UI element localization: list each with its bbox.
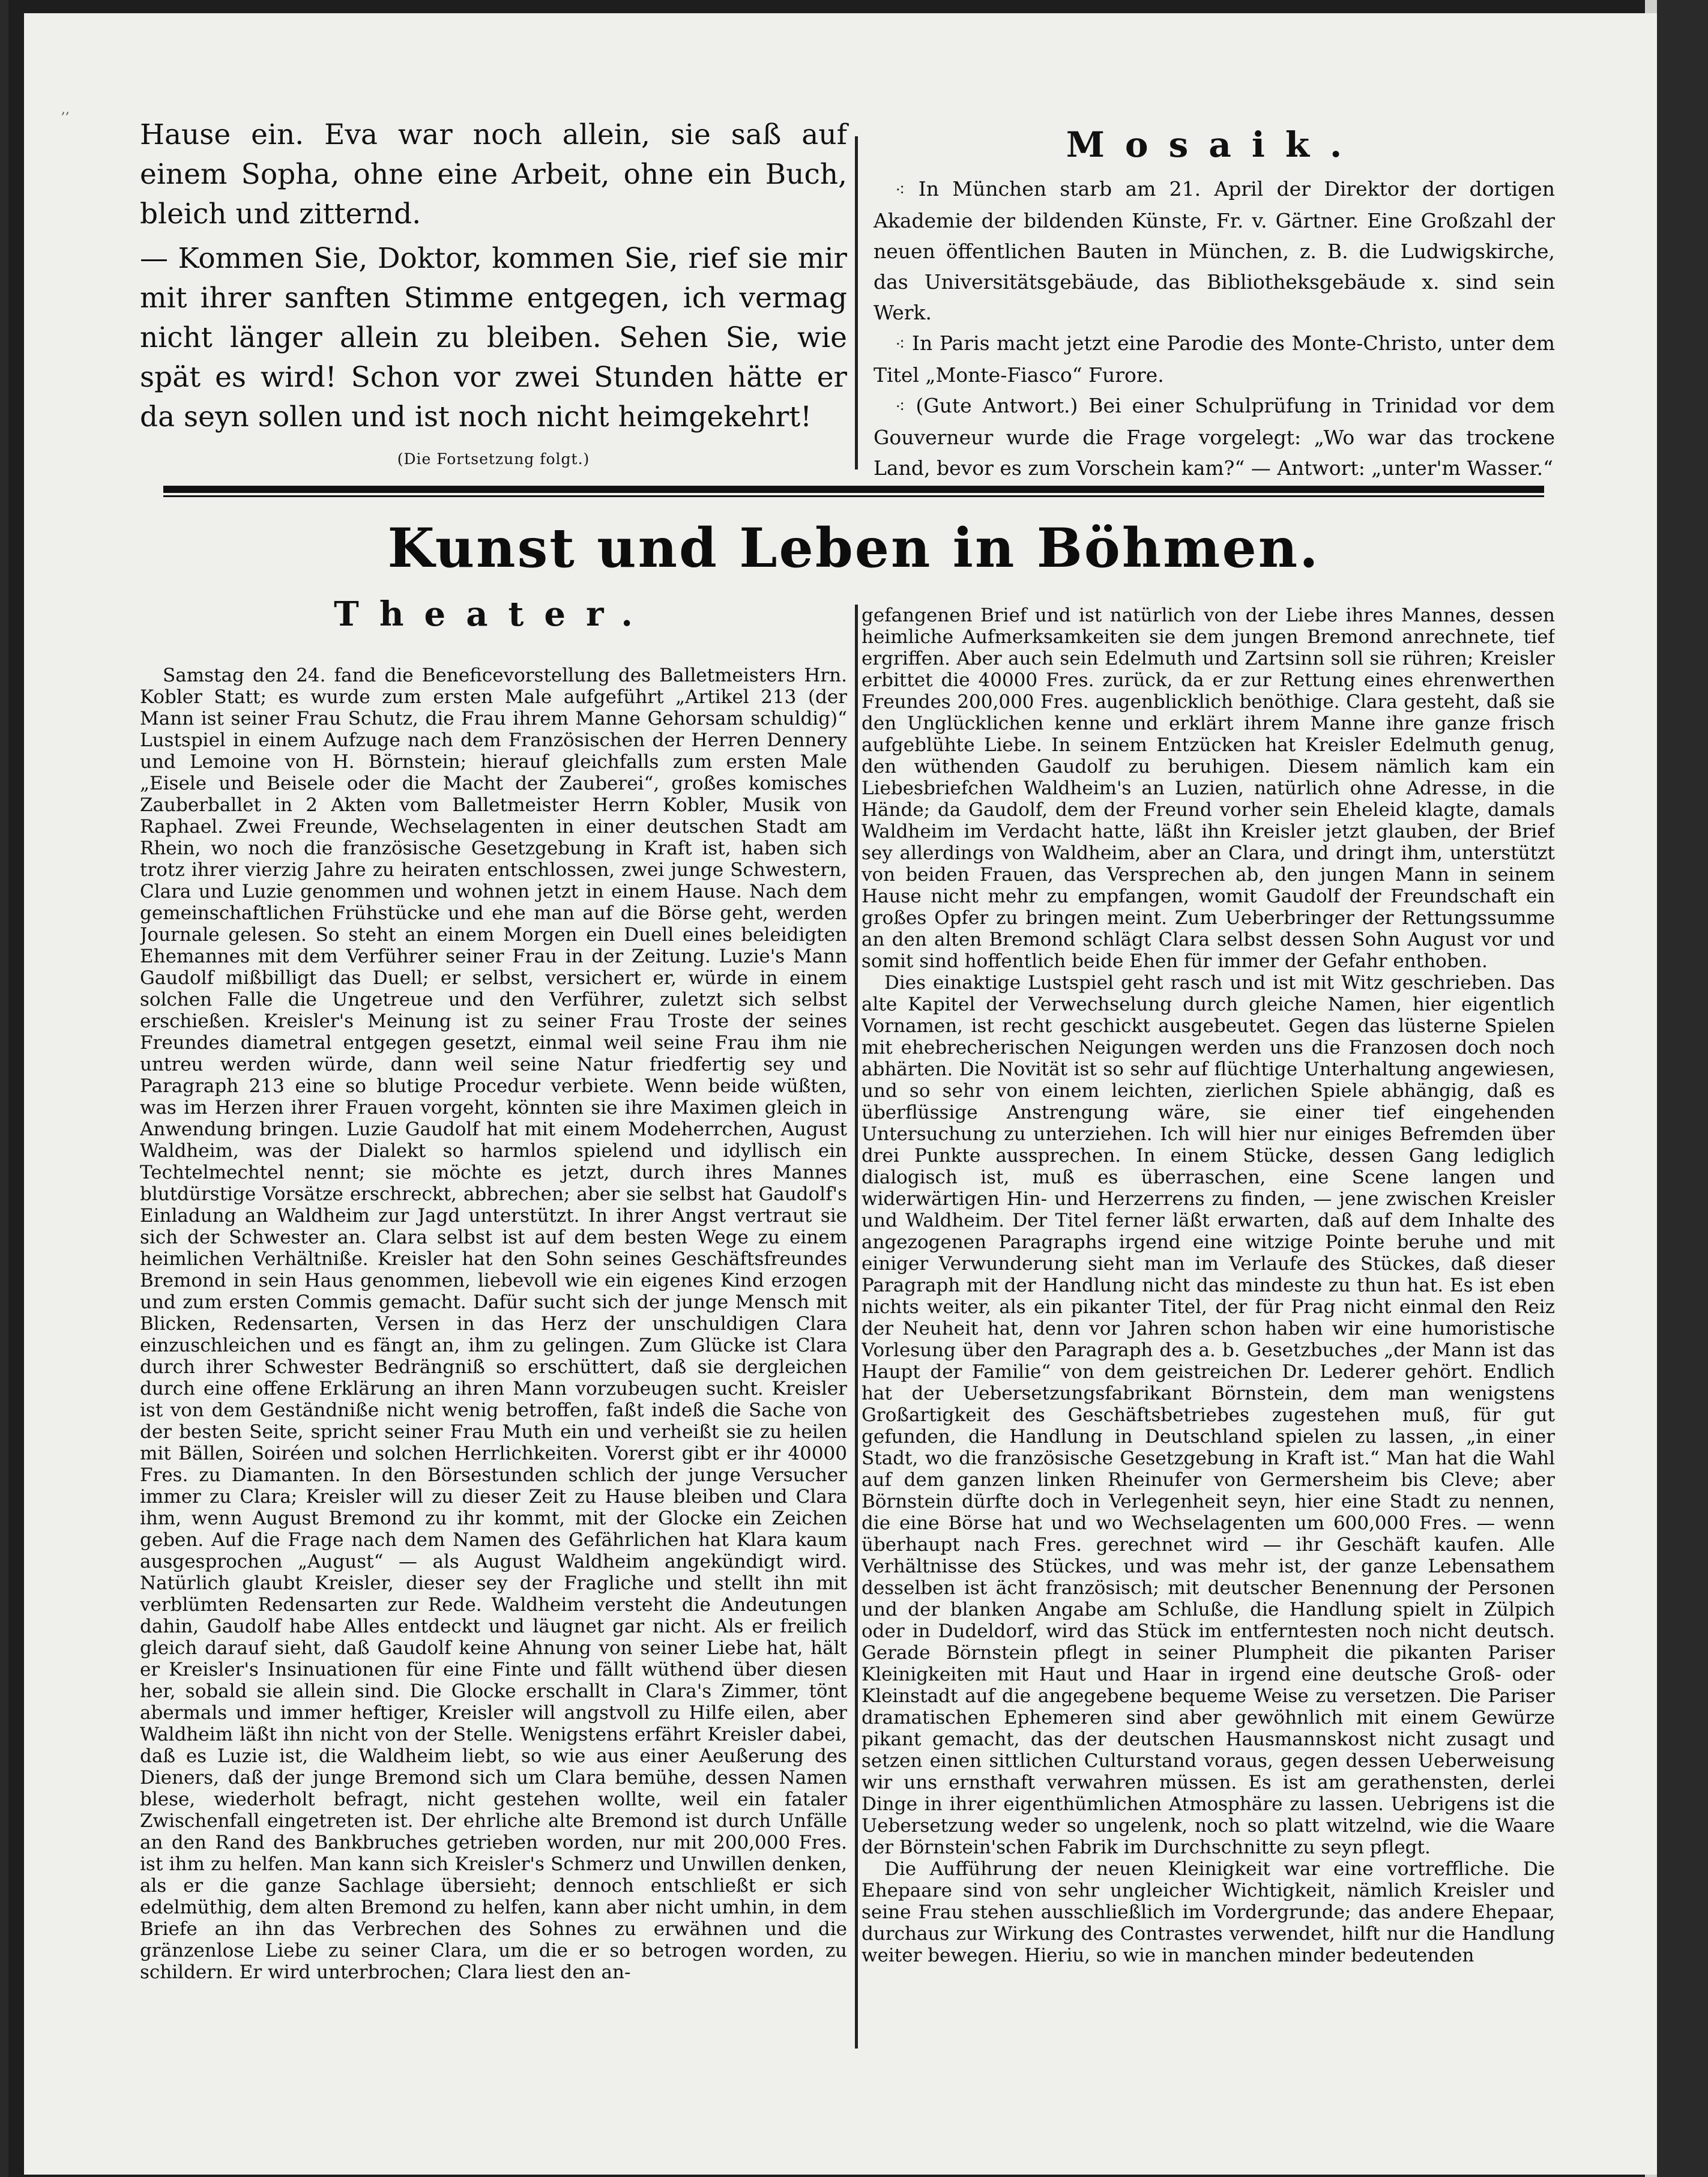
theater-column-left — [140, 665, 847, 2085]
section-title: Kunst und Leben in Böhmen. — [387, 516, 1320, 580]
section-rule-thin — [163, 495, 1544, 497]
mosaik-item — [874, 174, 1555, 328]
mosaik-item-text: In Paris macht jetzt eine Parodie des Monte-Christo, unter dem Titel „Monte-Fiasco“ Furore. — [874, 331, 1555, 387]
margin-mark: ,, — [61, 102, 70, 117]
theater-paragraph: Samstag den 24. fand die Beneficevorstellung des Balletmeisters Hrn. Kobler Statt; es wurde zum ersten Male aufgeführt „Artikel 213 (der Mann ist seiner Frau Schutz, die Frau ihrem Manne Gehorsam schuldig)“ Lustspiel in einem Aufzuge nach dem Französischen der Herren Dennery und Lemoine von H. Börnstein; hierauf gleichfalls zum ersten Male „Eisele und Beisele oder die Macht der Zauberei“, großes komisches Zauberballet in 2 Akten vom Balletmeister Herrn Kobler, Musik von Raphael. Zwei Freunde, Wechselagenten in einer deutschen Stadt am Rhein, wo noch die französische Gesetzgebung in Kraft ist, haben sich trotz ihrer vierzig Jahre zu heiraten entschlossen, zwei junge Schwestern, Clara und Luzie genommen und wohnen jetzt in einem Hause. Nach dem gemeinschaftlichen Frühstücke und ehe man auf die Börse geht, werden Journale gelesen. So steht an einem Morgen ein Duell eines beleidigten Ehemannes mit dem Verführer seiner Frau in der Zeitung. Luzie's Mann Gaudolf mißbilligt das Duell; er selbst, versichert er, würde in einem solchen Falle die Ungetreue und den Verführer, zuletzt sich selbst erschießen. Kreisler's Meinung ist zu seiner Frau Troste der seines Freundes diametral entgegen gesetzt, einmal weil seine Frau ihm nie untreu werden würde, dann weil seine Natur friedfertig sey und Paragraph 213 eine so blutige Procedur verbiete. Wenn beide wüßten, was im Herzen ihrer Frauen vorgeht, könnten sie ihre Maximen gleich in Anwendung bringen. Luzie Gaudolf hat mit einem Modeherrchen, August Waldheim, was der Dialekt so harmlos spielend und idyllisch ein Techtelmechtel nennt; sie möchte es jetzt, durch ihres Mannes blutdürstige Vorsätze erschreckt, abbrechen; aber sie selbst hat Gaudolf's Einladung an Waldheim zur Jagd unterstützt. In ihrer Angst vertraut sie sich der Schwester an. Clara selbst ist auf dem besten Wege zu einem heimlichen Verhältniße. Kreisler hat den Sohn seines Geschäftsfreundes Bremond in sein Haus genommen, liebevoll wie ein eigenes Kind erzogen und zum ersten Commis gemacht. Dafür sucht sich der junge Mensch mit Blicken, Redensarten, Versen in das Herz der unschuldigen Clara einzuschleichen und es fängt an, ihm zu gelingen. Zum Glücke ist Clara durch ihrer Schwester Bedrängniß so erschüttert, daß sie dergleichen durch eine offene Erklärung an ihren Mann vorzubeugen sucht. Kreisler ist von dem Geständniße nicht wenig betroffen, faßt indeß die Sache von der besten Seite, spricht seiner Frau Muth ein und verheißt sie zu heilen mit Bällen, Soiréen und solchen Herrlichkeiten. Vorerst gibt er ihr 40000 Fres. zu Diamanten. In den Börsestunden schlich der junge Versucher immer zu Clara; Kreisler will zu dieser Zeit zu Hause bleiben und Clara ihm, wenn August Bremond zu ihr kommt, mit der Glocke ein Zeichen geben. Auf die Frage nach dem Namen des Gefährlichen hat Klara kaum ausgesprochen „August“ — als August Waldheim angekündigt wird. Natürlich glaubt Kreisler, dieser sey der Fragliche und stellt ihn mit verblümten Redensarten zur Rede. Waldheim versteht die Andeutungen dahin, Gaudolf habe Alles entdeckt und läugnet gar nicht. Als er freilich gleich darauf sieht, daß Gaudolf keine Ahnung von seiner Liebe hat, hält er Kreisler's Insinuationen für eine Finte und fällt wüthend über diesen her, sobald sie allein sind. Die Glocke erschallt in Clara's Zimmer, tönt abermals und immer heftiger, Kreisler will angstvoll zu Hilfe eilen, aber Waldheim läßt ihn nicht von der Stelle. Wenigstens erfährt Kreisler dabei, daß es Luzie ist, die Waldheim liebt, so wie aus einer Aeußerung des Dieners, daß der junge Bremond sich um Clara bemühe, dessen Namen blese, wiederholt befragt, nicht gestehen wollte, weil ein fataler Zwischenfall eingetreten ist. Der ehrliche alte Bremond ist durch Unfälle an den Rand des Bankbruches getrieben worden, nur mit 200,000 Fres. ist ihm zu helfen. Man kann sich Kreisler's Schmerz und Unwillen denken, als er die ganze Sachlage übersieht; dennoch entschließt er sich edelmüthig, dem alten Bremond zu helfen, kann aber nicht umhin, in dem Briefe an ihn das Verbrechen des Sohnes zu erwähnen und die gränzenlose Liebe zu seiner Clara, um die er so betrogen worden, zu schildern. Er wird unterbrochen; Clara liest den an- — [140, 665, 847, 1983]
column-divider-bottom — [855, 605, 858, 2049]
scan-edge-right — [1657, 0, 1708, 2177]
mosaik-column — [874, 124, 1555, 483]
asterism-icon: ⁖ — [895, 180, 905, 200]
story-paragraph-1: Hause ein. Eva war noch allein, sie saß auf einem Sopha, ohne eine Arbeit, ohne ein Buch, bleich und zitternd. — [140, 118, 847, 231]
continuation-note: (Die Fortsetzung folgt.) — [397, 450, 590, 468]
newspaper-page — [24, 13, 1657, 2175]
story-continuation — [140, 115, 847, 468]
theater-paragraph: gefangenen Brief und ist natürlich von der Liebe ihres Mannes, dessen heimliche Aufmerksamkeiten sie dem jungen Bremond anrechnete, tief ergriffen. Aber auch sein Edelmuth und Zartsinn soll sie rühren; Kreisler erbittet die 40000 Fres. zurück, da er zur Rettung eines ehrenwerthen Freundes 200,000 Fres. augenblicklich benöthige. Clara gesteht, daß sie den Unglücklichen kenne und erklärt ihrem Manne ihre ganze frisch aufgeblühte Liebe. In seinem Entzücken hat Kreisler Edelmuth genug, den wüthenden Gaudolf zu beruhigen. Diesem nämlich kam ein Liebesbriefchen Waldheim's an Luzien, natürlich ohne Adresse, in die Hände; da Gaudolf, dem der Freund vorher sein Eheleid klagte, damals Waldheim im Verdacht hatte, läßt ihn Kreisler jetzt glauben, der Brief sey allerdings von Waldheim, aber an Clara, und dringt ihm, unterstützt von beiden Frauen, das Versprechen ab, den jungen Mann in seinem Hause nicht mehr zu empfangen, womit Gaudolf der Freundschaft ein großes Opfer zu bringen meint. Zum Ueberbringer der Rettungssumme an den alten Bremond schlägt Clara selbst dessen Sohn August vor und somit sind hoffentlich beide Ehen für immer der Gefahr enthoben. — [862, 605, 1555, 972]
column-divider-top — [855, 136, 858, 470]
scan-edge-left — [0, 0, 8, 2177]
asterism-icon: ⁖ — [895, 397, 905, 417]
mosaik-item-text: (Gute Antwort.) Bei einer Schulprüfung in Trinidad vor dem Gouverneur wurde die Frage vorgelegt: „Wo war das trockene Land, bevor es zum Vorschein kam?“ — Antwort: „unter'm Wasser.“ — [874, 394, 1555, 480]
story-paragraph-2: — Kommen Sie, Doktor, kommen Sie, rief sie mir mit ihrer sanften Stimme entgegen, ich vermag nicht länger allein zu bleiben. Sehen Sie, wie spät es wird! Schon vor zwei Stunden hätte er da seyn sollen und ist noch nicht heimgekehrt! — [140, 242, 847, 433]
mosaik-item — [874, 390, 1555, 483]
theater-paragraph: Die Aufführung der neuen Kleinigkeit war eine vortreffliche. Die Ehepaare sind von sehr ungleicher Wichtigkeit, nämlich Kreisler und seine Frau stehen ausschließlich im Vordergrunde; das andere Ehepaar, durchaus zur Wirkung des Contrastes verwendet, hilft nur die Handlung weiter bewegen. Hieriu, so wie in manchen minder bedeutenden — [862, 1858, 1555, 1966]
mosaik-item — [874, 328, 1555, 390]
theater-heading: Theater. — [334, 594, 653, 634]
theater-column-right — [862, 605, 1555, 2085]
mosaik-item-text: In München starb am 21. April der Direktor der dortigen Akademie der bildenden Künste, Fr. v. Gärtner. Eine Großzahl der neuen öffentlichen Bauten in München, z. B. die Ludwigskirche, das Universitätsgebäude, das Bibliotheksgebäude x. sind sein Werk. — [874, 177, 1555, 324]
mosaik-heading: Mosaik. — [1066, 124, 1363, 165]
section-rule-thick — [163, 486, 1544, 493]
theater-paragraph: Dies einaktige Lustspiel geht rasch und ist mit Witz geschrieben. Das alte Kapitel der Verwechselung durch gleiche Namen, hier eigentlich Vornamen, ist recht geschickt ausgebeutet. Gegen das lüsterne Spielen mit ehebrecherischen Neigungen werden uns die Franzosen doch noch abhärten. Die Novität ist so sehr auf flüchtige Unterhaltung angewiesen, und so sehr von einem leichten, zierlichen Spiele abhängig, daß es überflüssige Anstrengung wäre, sie einer tief eingehenden Untersuchung zu unterziehen. Ich will hier nur einiges Befremden über drei Punkte aussprechen. In einem Stücke, dessen Gang lediglich dialogisch ist, muß es überraschen, eine Scene langen und widerwärtigen Hin- und Herzerrens zu finden, — jene zwischen Kreisler und Waldheim. Der Titel ferner läßt erwarten, daß auf dem Inhalte des angezogenen Paragraphs irgend eine witzige Pointe beruhe und mit einiger Verwunderung sieht man im Verlaufe des Stückes, daß dieser Paragraph mit der Handlung nicht das mindeste zu thun hat. Es ist eben nichts weiter, als ein pikanter Titel, der für Prag nicht einmal den Reiz der Neuheit hat, denn vor Jahren schon haben wir eine humoristische Vorlesung über den Paragraph des a. b. Gesetzbuches „der Mann ist das Haupt der Familie“ von dem geistreichen Dr. Lederer gehört. Endlich hat der Uebersetzungsfabrikant Börnstein, dem man wenigstens Großartigkeit des Geschäftsbetriebes zugestehen muß, für gut gefunden, die Handlung in Deutschland spielen zu lassen, „in einer Stadt, wo die französische Gesetzgebung in Kraft ist.“ Man hat die Wahl auf dem ganzen linken Rheinufer von Germersheim bis Cleve; aber Börnstein dürfte doch in Verlegenheit seyn, hier eine Stadt zu nennen, die eine Börse hat und wo Wechselagenten um 600,000 Fres. — wenn überhaupt nach Fres. gerechnet wird — ihr Geschäft kaufen. Alle Verhältnisse des Stückes, und was mehr ist, der ganze Lebensathem desselben ist ächt französisch; mit deutscher Benennung der Personen und der blanken Angabe am Schluße, die Handlung spielt in Zülpich oder in Dudeldorf, wird das Stück im entferntesten noch nicht deutsch. Gerade Börnstein pflegt in seiner Plumpheit die pikanten Pariser Kleinigkeiten mit Haut und Haar in irgend eine deutsche Groß- oder Kleinstadt auf die angegebene bequeme Weise zu versetzen. Die Pariser dramatischen Ephemeren sind aber gewöhnlich mit einem Gewürze pikant gemacht, das der deutschen Hausmannskost nicht zusagt und setzen einen sittlichen Culturstand voraus, gegen dessen Ueberweisung wir uns ernsthaft verwahren müssen. Es ist am gerathensten, derlei Dinge in ihrer eigenthümlichen Atmosphäre zu lassen. Uebrigens ist die Uebersetzung weder so ungelenk, noch so platt witzelnd, wie die Waare der Börnstein'schen Fabrik im Durchschnitte zu seyn pflegt. — [862, 972, 1555, 1858]
asterism-icon: ⁖ — [895, 334, 905, 354]
